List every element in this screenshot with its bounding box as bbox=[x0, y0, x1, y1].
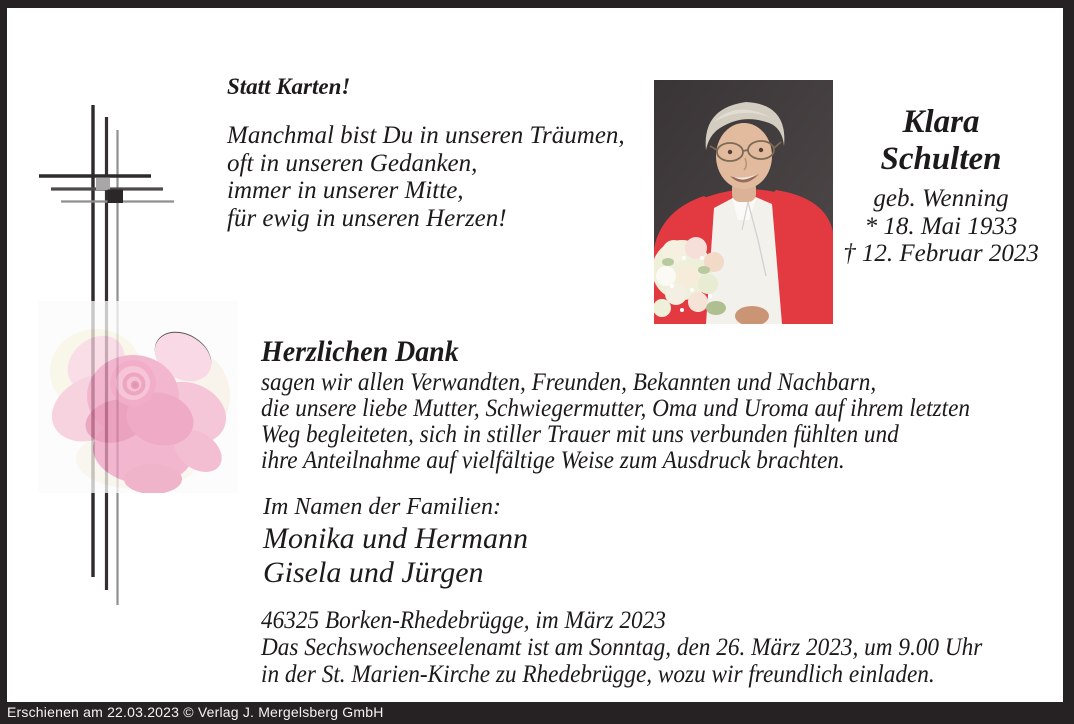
statt-karten-label: Statt Karten! bbox=[227, 74, 351, 99]
thanks-line: die unsere liebe Mutter, Schwiegermutter, Oma und Uroma auf ihrem letzten bbox=[261, 395, 971, 422]
portrait-photo bbox=[654, 80, 833, 324]
poem-line: für ewig in unseren Herzen! bbox=[227, 204, 507, 232]
thanks-section bbox=[261, 333, 970, 474]
publisher-text: Erschienen am 22.03.2023 © Verlag J. Mergelsberg GmbH bbox=[7, 704, 384, 720]
deceased-name-block bbox=[828, 104, 1054, 268]
publisher-bar bbox=[0, 702, 1074, 724]
service-line: in der St. Marien-Kirche zu Rhedebrügge, wozu wir freundlich einladen. bbox=[261, 660, 935, 688]
deceased-last-name: Schulten bbox=[880, 141, 1002, 177]
family-intro: Im Namen der Familien: bbox=[263, 494, 501, 520]
pink-rose-image bbox=[38, 301, 238, 493]
deceased-first-name: Klara bbox=[902, 104, 980, 140]
poem-line: Manchmal bist Du in unseren Träumen, bbox=[227, 122, 625, 149]
thanks-heading: Herzlichen Dank bbox=[261, 335, 459, 368]
family-section bbox=[263, 492, 528, 590]
memorial-poem bbox=[227, 122, 625, 232]
place-date-line: 46325 Borken-Rhedebrügge, im März 2023 bbox=[261, 607, 666, 634]
poem-line: oft in unseren Gedanken, bbox=[227, 149, 478, 177]
death-date: † 12. Februar 2023 bbox=[843, 240, 1039, 267]
place-and-service-section bbox=[261, 602, 982, 688]
thanks-line: ihre Anteilnahme auf vielfältige Weise zum Ausdruck brachten. bbox=[261, 447, 845, 474]
service-line: Das Sechswochenseelenamt ist am Sonntag, den 26. März 2023, um 9.00 Uhr bbox=[261, 634, 983, 661]
birth-date: * 18. Mai 1933 bbox=[864, 212, 1018, 240]
thanks-line: Weg begleiteten, sich in stiller Trauer mit uns verbunden fühlten und bbox=[261, 421, 899, 448]
poem-line: immer in unserer Mitte, bbox=[227, 177, 464, 204]
family-name: Monika und Hermann bbox=[263, 522, 528, 555]
family-name: Gisela und Jürgen bbox=[263, 556, 484, 589]
thanks-line: sagen wir allen Verwandten, Freunden, Bekannten und Nachbarn, bbox=[261, 369, 877, 396]
frame-border-right bbox=[1063, 0, 1074, 724]
maiden-name: geb. Wenning bbox=[873, 185, 1009, 212]
